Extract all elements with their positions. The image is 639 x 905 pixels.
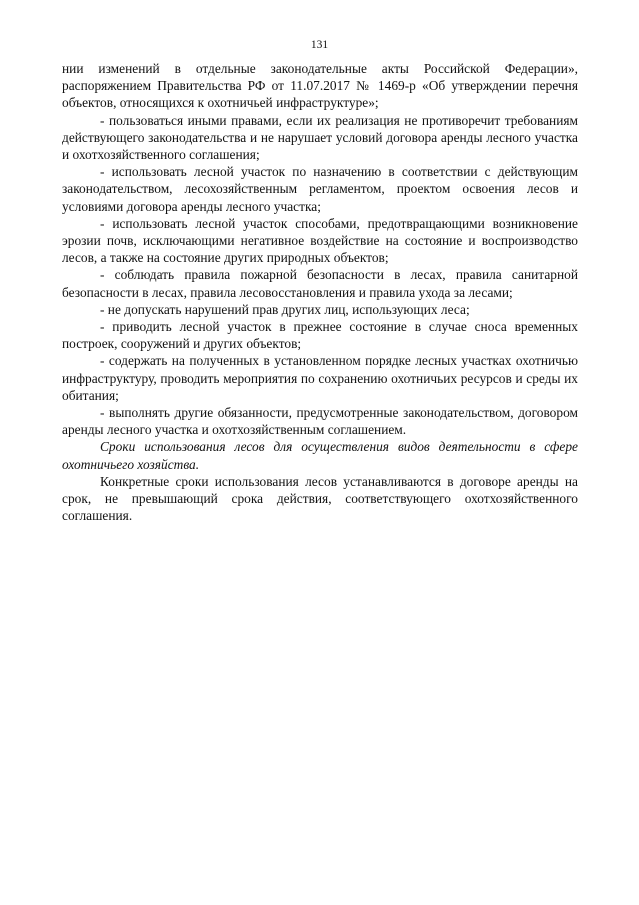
paragraph-fire-safety: - соблюдать правила пожарной безопасности в лесах, правила санитарной безопасности в лесах, правила лесовосстановления и правила ухода за лесами; [62,267,578,300]
document-body [62,60,578,524]
paragraph-continuation: нии изменений в отдельные законодательные акты Российской Федерации», распоряжением Правительства РФ от 11.07.2017 № 1469-р «Об утверждении перечня объектов, относящихся к охотничьей инфраструктуре»; [62,61,578,111]
paragraph-hunting-infrastructure: - содержать на полученных в установленном порядке лесных участках охотничью инфраструктуру, проводить мероприятия по сохранению охотничьих ресурсов и среды их обитания; [62,353,578,403]
paragraph-prevent-erosion: - использовать лесной участок способами, предотвращающими возникновение эрозии почв, исключающими негативное воздействие на состояние и воспроизводство лесов, а также на состояние других природных объектов; [62,215,578,266]
paragraph-restore-site: - приводить лесной участок в прежнее состояние в случае сноса временных построек, сооружений и других объектов; [62,319,578,352]
paragraph-use-by-purpose: - использовать лесной участок по назначению в соответствии с действующим законодательством, лесохозяйственным регламентом, проектом освоения лесов и условиями договора аренды лесного участка; [62,164,578,214]
paragraph-other-obligations: - выполнять другие обязанности, предусмотренные законодательством, договором аренды лесного участка и охотхозяйственным соглашением. [62,405,578,438]
paragraph-usage-terms: Конкретные сроки использования лесов устанавливаются в договоре аренды на срок, не превышающий срока действия, соответствующего охотхозяйственного соглашения. [62,473,578,524]
paragraph-rights-of-others: - не допускать нарушений прав других лиц, использующих леса; [100,301,470,317]
section-heading-usage-terms: Сроки использования лесов для осуществления видов деятельности в сфере охотничьего хозяйства. [62,439,578,472]
page-number: 131 [310,39,329,51]
paragraph-use-other-rights: - пользоваться иными правами, если их реализация не противоречит требованиям действующего законодательства и не нарушает условий договора аренды лесного участка и охотхозяйственного соглашения; [62,112,578,163]
